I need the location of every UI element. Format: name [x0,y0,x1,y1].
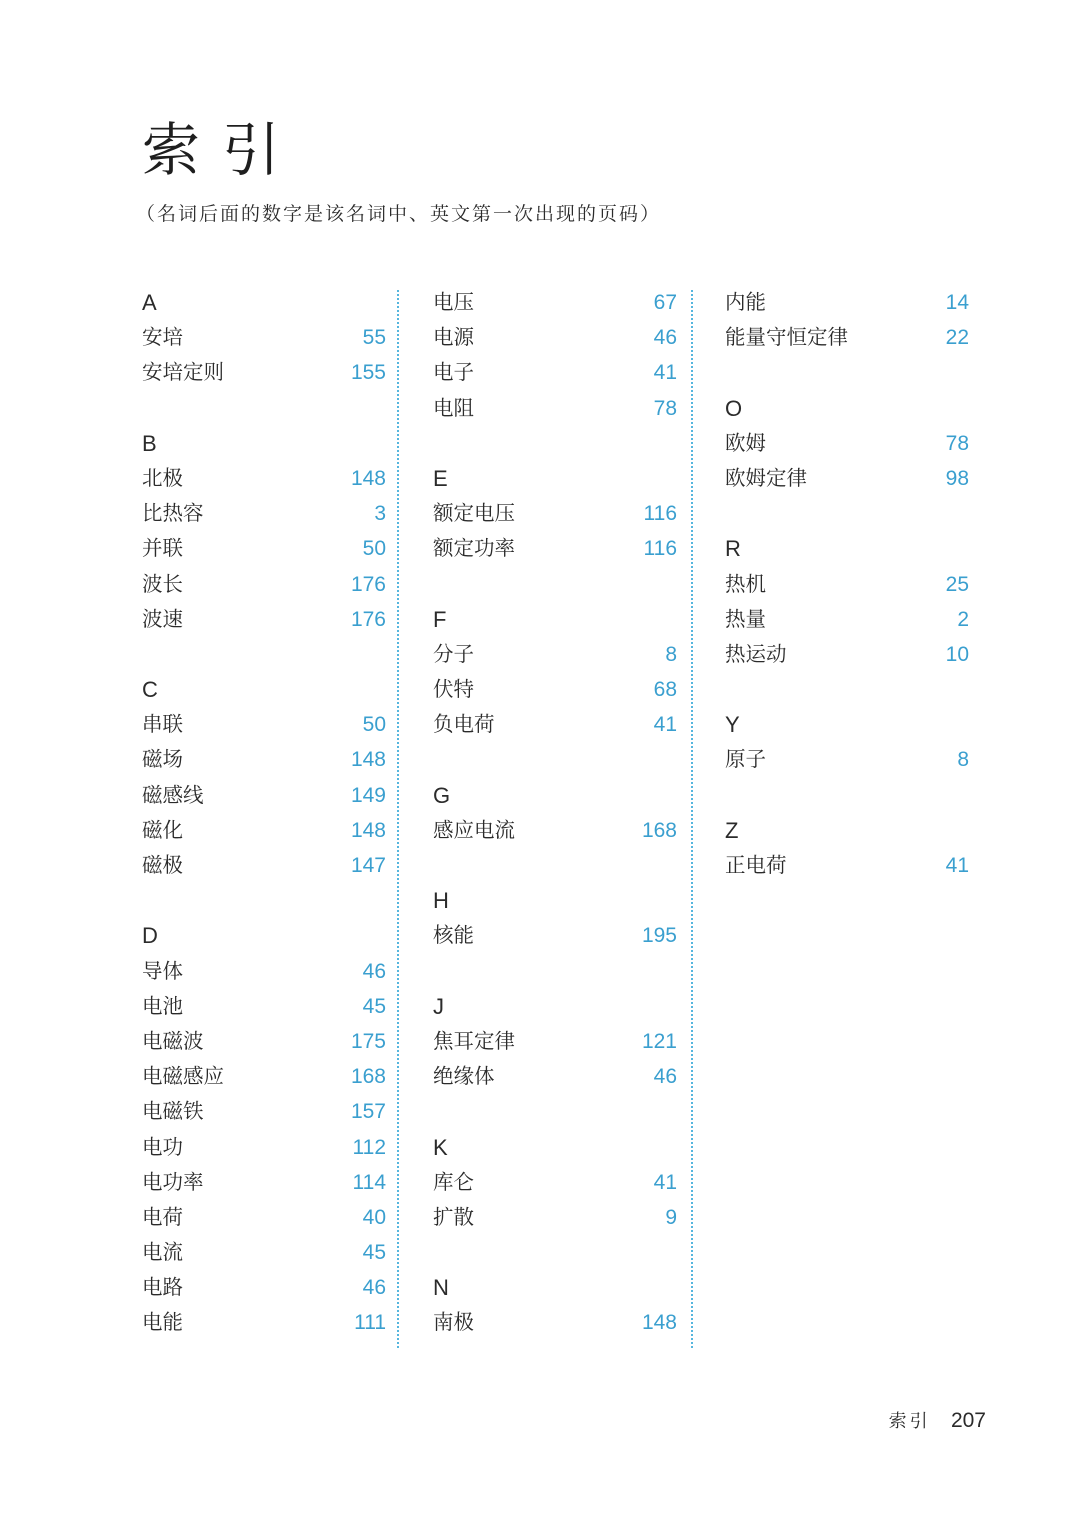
index-entry [142,531,386,566]
index-term: 磁化 [142,817,183,842]
index-entry [433,391,677,426]
index-page-number: 147 [350,854,386,877]
index-term: 库仑 [433,1169,474,1194]
index-page-number: 148 [641,1311,677,1335]
index-entry [725,567,969,602]
index-entry [142,707,386,742]
index-page-number: 149 [350,783,386,807]
index-page-number: 41 [653,1170,677,1194]
index-page-number: 116 [643,502,677,526]
index-term: 磁感线 [142,782,204,807]
index-term: 伏特 [433,677,474,702]
index-entry [142,989,386,1024]
index-entry [142,1024,386,1059]
index-page-number: 45 [362,994,386,1018]
index-page-number: 98 [945,466,969,490]
index-group [142,285,386,391]
index-entry [142,778,386,813]
index-term: 电能 [142,1310,183,1335]
index-group [725,813,969,883]
index-entry [725,285,969,320]
index-page-number: 46 [653,1065,677,1089]
index-page-number: 116 [643,537,677,561]
index-page-number: 8 [957,748,969,772]
index-entry [142,602,386,637]
index-letter-heading: G [433,782,451,808]
index-term: 安培定则 [142,360,224,385]
index-term: 电流 [142,1240,183,1265]
index-letter-heading: B [142,430,157,456]
index-page-number: 41 [653,713,677,737]
index-term: 电磁铁 [142,1099,204,1124]
index-group [725,391,969,497]
index-term: 波速 [142,606,183,631]
index-entry [433,707,677,742]
index-page-number: 168 [641,818,677,842]
index-page-number: 176 [350,572,386,596]
index-term: 导体 [142,958,183,983]
index-term: 电池 [142,993,183,1018]
index-column-1 [142,285,386,1376]
index-term: 负电荷 [433,712,495,737]
index-page-number: 2 [957,607,969,631]
index-entry [142,1094,386,1129]
index-page-number: 114 [352,1170,386,1194]
index-page-number: 55 [362,326,386,350]
index-page-number: 22 [945,326,969,350]
index-letter-heading: D [142,923,158,949]
index-letter-heading: R [725,536,741,562]
index-entry [142,1130,386,1165]
index-term: 串联 [142,712,183,737]
index-entry [433,1165,677,1200]
index-group [433,461,677,567]
index-entry [142,954,386,989]
index-entry [433,496,677,531]
index-term: 电荷 [142,1204,183,1229]
index-term: 电源 [433,325,474,350]
index-term: 磁极 [142,853,183,877]
index-page-number: 67 [653,291,677,314]
index-group [433,989,677,1095]
index-term: 安培 [142,325,183,350]
index-group [142,426,386,637]
index-term: 电子 [433,360,474,385]
index-page-number: 41 [945,854,969,877]
index-entry [142,848,386,883]
index-group [433,883,677,953]
index-term: 正电荷 [725,853,787,877]
index-page-number: 176 [350,607,386,631]
index-letter-heading: E [433,465,448,491]
index-term: 电功 [142,1134,183,1159]
index-entry [725,848,969,883]
index-entry [142,461,386,496]
index-entry [142,742,386,777]
index-entry [433,672,677,707]
index-page-number: 25 [945,572,969,596]
index-page-number: 112 [352,1135,386,1159]
index-page-number: 46 [653,326,677,350]
index-term: 电磁波 [142,1028,204,1053]
index-page-number: 155 [350,361,386,385]
column-divider [691,290,693,1348]
index-letter-heading: C [142,677,158,703]
index-page-number: 148 [350,748,386,772]
index-group [433,1270,677,1340]
index-entry [142,1165,386,1200]
index-term: 磁场 [142,747,183,772]
index-term: 欧姆 [725,430,766,455]
index-group [433,602,677,743]
index-entry [142,813,386,848]
index-term: 热量 [725,606,766,631]
index-page-number: 9 [665,1205,677,1229]
column-divider [397,290,399,1348]
index-page-number: 50 [362,537,386,561]
index-letter-heading: F [433,606,447,632]
index-page-number: 168 [350,1065,386,1089]
index-page-number: 78 [945,431,969,455]
index-group [142,918,386,1340]
page-footer [889,1405,986,1437]
index-letter-heading: Z [725,817,739,843]
index-page-number: 148 [350,466,386,490]
index-page-number: 3 [374,502,386,526]
index-letter-heading: A [142,290,157,315]
index-letter-heading: H [433,888,449,914]
index-term: 内能 [725,290,766,314]
index-group [142,672,386,883]
index-letter-heading: J [433,993,444,1019]
index-term: 并联 [142,536,183,561]
index-page-number: 14 [945,291,969,314]
index-page-number: 148 [350,818,386,842]
index-page-number: 40 [362,1205,386,1229]
index-entry [725,320,969,355]
index-entry [433,1059,677,1094]
footer-section-label: 索引 [888,1411,931,1432]
index-group [433,285,677,426]
index-entry [725,602,969,637]
index-letter-heading: K [433,1134,448,1160]
index-page-number: 46 [362,1276,386,1300]
index-group [725,531,969,672]
index-entry [433,813,677,848]
index-term: 能量守恒定律 [725,325,848,350]
index-entry [142,1235,386,1270]
index-page-number: 46 [362,959,386,983]
index-term: 核能 [433,923,474,948]
index-term: 电功率 [142,1169,204,1194]
index-page-number: 157 [350,1100,386,1124]
index-entry [142,567,386,602]
index-entry [725,637,969,672]
index-page-number: 175 [350,1029,386,1053]
index-column-3 [725,285,969,918]
index-term: 热机 [725,571,766,596]
index-term: 热运动 [725,641,787,666]
index-term: 电阻 [433,395,474,420]
index-entry [725,461,969,496]
footer-page-number: 207 [950,1409,986,1432]
index-term: 南极 [433,1310,474,1335]
index-letter-heading: Y [725,712,740,738]
index-entry [142,1059,386,1094]
index-entry [142,496,386,531]
index-term: 波长 [142,571,183,596]
index-entry [725,742,969,777]
index-letter-heading: O [725,395,743,421]
index-term: 电路 [142,1275,183,1300]
index-entry [142,320,386,355]
index-page-number: 10 [945,642,969,666]
index-entry [433,355,677,390]
index-term: 电压 [433,290,474,314]
index-entry [433,531,677,566]
index-entry [142,355,386,390]
index-column-2 [433,285,677,1376]
index-group [725,285,969,355]
index-term: 电磁感应 [142,1064,224,1089]
index-page-number: 68 [653,678,677,702]
index-page-number: 50 [362,713,386,737]
index-term: 感应电流 [433,817,515,842]
index-group [433,778,677,848]
index-entry [725,426,969,461]
index-entry [142,1305,386,1340]
index-page-number: 8 [665,642,677,666]
index-entry [142,1200,386,1235]
index-entry [433,918,677,953]
index-page-number: 195 [641,924,677,948]
index-term: 比热容 [142,501,204,526]
index-page-number: 121 [641,1029,677,1053]
index-entry [433,320,677,355]
index-term: 绝缘体 [433,1064,495,1089]
index-term: 扩散 [433,1204,474,1229]
index-entry [433,285,677,320]
index-page-number: 45 [362,1241,386,1265]
index-page-number: 41 [653,361,677,385]
index-term: 额定功率 [433,536,515,561]
index-term: 额定电压 [433,501,515,526]
index-group [433,1130,677,1236]
index-letter-heading: N [433,1275,449,1301]
index-entry [433,637,677,672]
index-entry [433,1305,677,1340]
index-entry [433,1024,677,1059]
index-term: 焦耳定律 [433,1028,515,1053]
index-note: （名词后面的数字是该名词中、英文第一次出现的页码） [136,203,662,225]
index-group [725,707,969,777]
index-term: 欧姆定律 [725,465,807,490]
page-title: 索引 [142,116,303,184]
index-term: 北极 [142,465,183,490]
index-entry [142,1270,386,1305]
index-entry [433,1200,677,1235]
index-page-number: 78 [653,396,677,420]
index-term: 分子 [433,641,474,666]
index-page-number: 111 [354,1311,386,1335]
index-term: 原子 [725,747,766,772]
